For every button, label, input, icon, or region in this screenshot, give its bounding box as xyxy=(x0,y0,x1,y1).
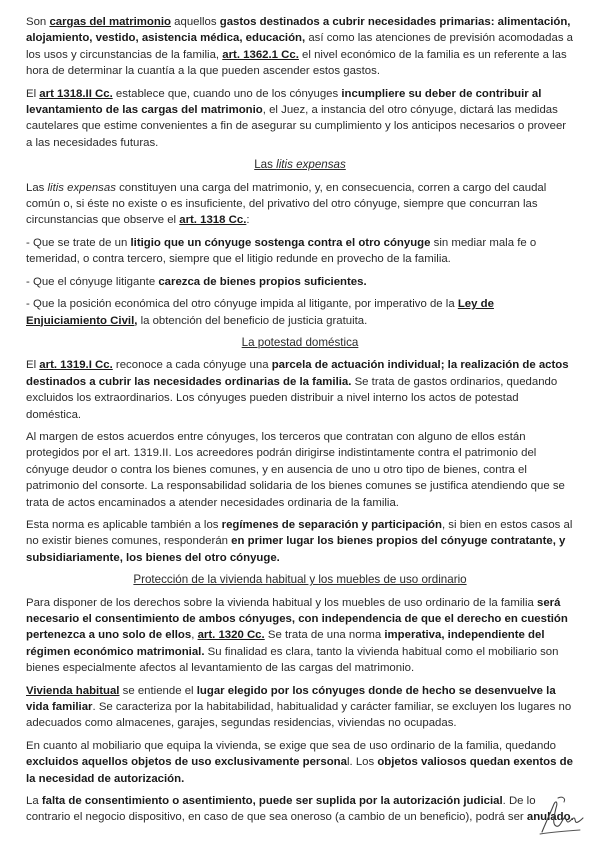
text-run: falta de consentimiento o asentimiento, puede ser suplida por la autorización judicial xyxy=(41,795,503,808)
text-run: establece que, cuando uno de los cónyuges xyxy=(112,87,342,100)
litis-expensas-heading: Las litis expensas xyxy=(254,158,346,172)
text-run: objetos valiosos quedan exentos de la necesidad de autorización. xyxy=(26,756,573,785)
text-run: excluidos aquellos objetos de uso exclusivamente persona xyxy=(26,756,347,769)
vivienda-paragraph-1 xyxy=(26,595,574,677)
text-run: reconoce a cada cónyuge una xyxy=(112,359,272,372)
signature-icon xyxy=(536,792,586,838)
text-run: así como las atenciones de previsión acomodadas a los usos y circunstancias de la familia, xyxy=(26,32,574,61)
text-run: parcela de actuación individual; la realización de actos destinados a cubrir las necesidades ordinarias de la familia. xyxy=(26,359,569,388)
text-run: El xyxy=(26,87,40,100)
vivienda-habitual-heading: Protección de la vivienda habitual y los muebles de uso ordinario xyxy=(133,573,467,587)
vivienda-paragraph-4 xyxy=(26,793,574,826)
text-run: Esta norma es aplicable también a los xyxy=(26,518,222,531)
text-run: . De lo contrario el negocio dispositivo, en caso de que sea oneroso (a cambio de un beneficio), podrá ser xyxy=(26,795,536,824)
text-run: Al margen de estos acuerdos entre cónyuges, los terceros que contratan con alguno de ellos están protegidos por el art. 1319.II. Los acreedores podrán dirigirse indistintamente contra el patrimonio del cónyuge deudor o contra los bienes comunes, y en ausencia de uno u otro tipo de bienes, contra el patrimonio del consorte. La responsabilidad solidaria de los bienes comunes se justifica atendiendo que se trata de actos encaminados a atender necesidades ordinaria de la familia. xyxy=(26,430,565,509)
text-run: - Que la posición económica del otro cónyuge impida al litigante, por imperativo de la xyxy=(26,298,458,311)
intro-paragraph-2 xyxy=(26,86,574,152)
text-run: Son xyxy=(26,16,50,28)
text-run: Se trata de una norma xyxy=(264,629,385,642)
text-run: , xyxy=(191,629,198,642)
text-run: regímenes de separación y participación xyxy=(221,518,442,531)
text-run: art. 1319.I Cc. xyxy=(39,359,113,372)
text-run: Para disponer de los derechos sobre la vivienda habitual y los muebles de uso ordinario de la familia xyxy=(26,596,537,609)
text-run: Ley de Enjuiciamiento Civil, xyxy=(26,298,494,327)
potestad-paragraph-1 xyxy=(26,357,574,423)
potestad-paragraph-2 xyxy=(26,429,574,511)
litis-condition-2 xyxy=(26,274,574,290)
text-run: aquellos xyxy=(170,16,220,28)
text-run: incumpliere su deber de contribuir al levantamiento de las cargas del matrimonio xyxy=(26,87,542,117)
text-run: : xyxy=(246,214,250,227)
litis-condition-1 xyxy=(26,235,574,268)
text-run: art. 1320 Cc. xyxy=(197,629,265,642)
text-run: Vivienda habitual xyxy=(26,684,120,697)
text-run: anulado. xyxy=(526,811,574,824)
text-run: art. 1362.1 Cc. xyxy=(222,48,299,61)
potestad-domestica-heading: La potestad doméstica xyxy=(241,335,359,349)
text-run: , si bien en estos casos al no existir bienes comunes, responderán xyxy=(26,518,573,548)
text-run: l. Los xyxy=(346,756,378,769)
text-run: carezca de bienes propios suficientes. xyxy=(158,275,367,288)
intro-paragraph-1 xyxy=(26,14,574,80)
text-run: la obtención del beneficio de justicia gratuita. xyxy=(137,314,368,327)
text-run: El xyxy=(26,359,40,372)
text-run: sin mediar mala fe o temeridad, o contra tercero, siempre que el litigio redunde en provecho de la familia. xyxy=(26,236,537,266)
text-run: Se trata de gastos ordinarios, quedando excluidos los extraordinarios. Los cónyuges pueden distribuir a nivel interno los actos de potestad doméstica. xyxy=(26,375,558,421)
text-run: Su finalidad es clara, tanto la vivienda habitual como el mobiliario son bienes especialmente afectos al levantamiento de las cargas del matrimonio. xyxy=(26,645,559,675)
text-run: litis expensas xyxy=(47,181,116,194)
text-run: constituyen una carga del matrimonio, y, en consecuencia, corren a cargo del caudal común o, si éste no existe o es insuficiente, del privativo del otro cónyuge, siempre que concurran las circunstancias que observe el xyxy=(26,181,547,227)
text-run: Las xyxy=(26,181,48,194)
text-run: , el Juez, a instancia del otro cónyuge, dictará las medidas cautelares que estime convenientes a fin de asegurar su cumplimiento y los anticipos necesarios o proveer a las necesidades futuras. xyxy=(26,104,567,149)
vivienda-paragraph-2 xyxy=(26,683,574,732)
text-run: La xyxy=(26,795,42,808)
text-run: el nivel económico de la familia es un referente a las hora de determinar la cuantía a la que pueden ascender estos gastos. xyxy=(26,48,567,78)
litis-paragraph-1 xyxy=(26,180,574,229)
text-run: art 1318.II Cc. xyxy=(39,87,113,100)
vivienda-paragraph-3 xyxy=(26,738,574,787)
text-run: se entiende el xyxy=(119,684,197,697)
text-run: art. 1318 Cc. xyxy=(179,214,247,227)
text-run: cargas del matrimonio xyxy=(49,16,171,28)
text-run: gastos destinados a cubrir necesidades primarias: alimentación, alojamiento, vestido, asistencia médica, educación, xyxy=(26,16,571,45)
text-run: - Que el cónyuge litigante xyxy=(26,275,159,288)
text-run: en primer lugar los bienes propios del cónyuge contratante, y subsidiariamente, los bienes del otro cónyuge. xyxy=(26,535,566,564)
text-run: litigio que un cónyuge sostenga contra el otro cónyuge xyxy=(130,236,431,249)
text-run: - Que se trate de un xyxy=(26,236,131,249)
text-run: En cuanto al mobiliario que equipa la vivienda, se exige que sea de uso ordinario de la familia, quedando xyxy=(26,739,557,752)
text-run: será necesario el consentimiento de ambos cónyuges, con independencia de que el derecho en cuestión pertenezca a uno solo de ellos xyxy=(26,596,568,642)
potestad-paragraph-3 xyxy=(26,517,574,566)
litis-condition-3 xyxy=(26,296,574,329)
text-run: lugar elegido por los cónyuges donde de hecho se desenvuelve la vida familiar xyxy=(26,684,556,714)
text-run: imperativa, independiente del régimen económico matrimonial. xyxy=(26,629,545,658)
text-run: . Se caracteriza por la habitabilidad, habitualidad y carácter familiar, se excluyen los lugares no adecuados como almacenes, garajes, segundas residencias, viviendas no ocupadas. xyxy=(26,701,572,730)
